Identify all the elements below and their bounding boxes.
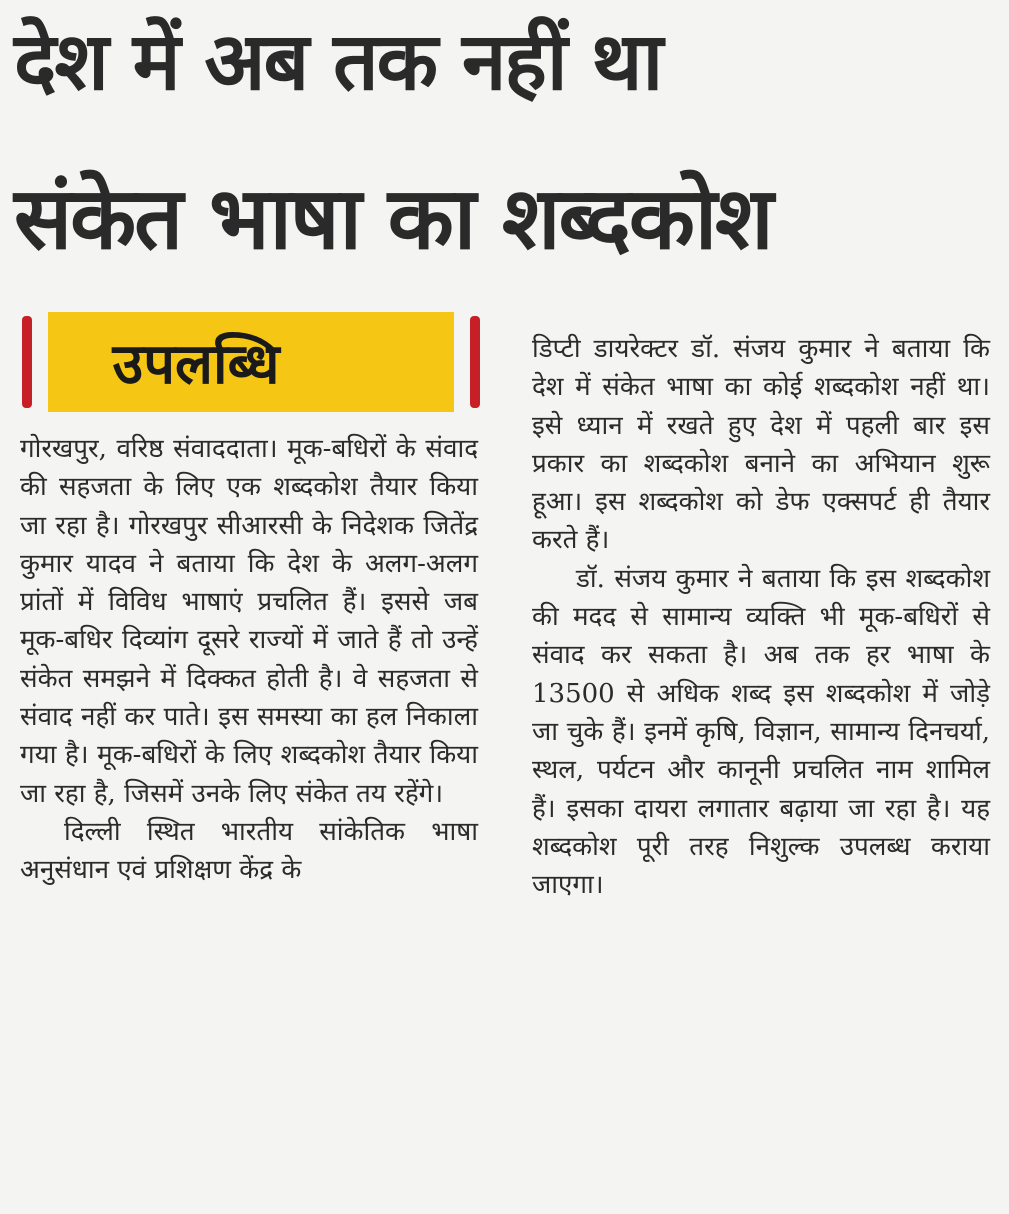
tag-right-bar [470, 316, 480, 408]
section-tag [22, 312, 480, 416]
tag-box [48, 312, 454, 412]
tag-label: उपलब्धि [112, 331, 280, 397]
headline-line-2: संकेत भाषा का शब्दकोश [14, 169, 772, 269]
right-paragraph-2: डॉ. संजय कुमार ने बताया कि इस शब्दकोश की मदद से सामान्य व्यक्ति भी मूक-बधिरों से संवाद कर सकता है। अब तक हर भाषा के 13500 से अधिक शब्द इस शब्दकोश में जोड़े जा चुके हैं। इनमें कृषि, विज्ञान, सामान्य दिनचर्या, स्थल, पर्यटन और कानूनी प्रचलित नाम शामिल हैं। इसका दायरा लगातार बढ़ाया जा रहा है। यह शब्दकोश पूरी तरह निशुल्क उपलब्ध कराया जाएगा। [532, 563, 990, 901]
left-column [20, 430, 478, 890]
right-column [532, 330, 990, 904]
tag-left-bar [22, 316, 32, 408]
left-paragraph-1: गोरखपुर, वरिष्ठ संवाददाता। मूक-बधिरों के संवाद की सहजता के लिए एक शब्दकोश तैयार किया जा रहा है। गोरखपुर सीआरसी के निदेशक जितेंद्र कुमार यादव ने बताया कि देश के अलग-अलग प्रांतों में विविध भाषाएं प्रचलित हैं। इससे जब मूक-बधिर दिव्यांग दूसरे राज्यों में जाते हैं तो उन्हें संकेत समझने में दिक्कत होती है। वे सहजता से संवाद नहीं कर पाते। इस समस्या का हल निकाला गया है। मूक-बधिरों के लिए शब्दकोश तैयार किया जा रहा है, जिसमें उनके लिए संकेत तय रहेंगे। [20, 434, 478, 809]
left-paragraph-2: दिल्ली स्थित भारतीय सांकेतिक भाषा अनुसंधान एवं प्रशिक्षण केंद्र के [20, 816, 478, 886]
headline-line-1: देश में अब तक नहीं था [14, 15, 662, 108]
right-paragraph-1: डिप्टी डायरेक्टर डॉ. संजय कुमार ने बताया कि देश में संकेत भाषा का कोई शब्दकोश नहीं था। इसे ध्यान में रखते हुए देश में पहली बार इस प्रकार का शब्दकोश बनाने का अभियान शुरू हूआ। इस शब्दकोश को डेफ एक्सपर्ट ही तैयार करते हैं। [532, 334, 990, 556]
